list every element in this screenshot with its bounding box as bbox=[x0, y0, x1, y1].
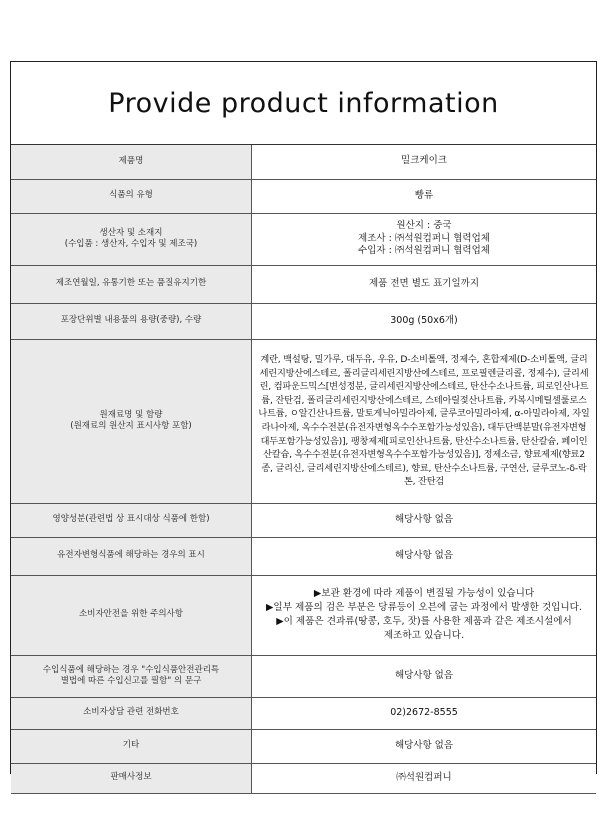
product-info-table bbox=[11, 145, 596, 794]
label-expiry: 제조연월일, 유통기한 또는 품질유지기한 bbox=[11, 265, 252, 303]
value-nutrition: 해당사항 없음 bbox=[252, 503, 597, 537]
row-expiry bbox=[11, 265, 596, 303]
value-caution: ▶보관 환경에 따라 제품이 변질될 가능성이 있습니다 ▶일부 제품의 검은 부분은 당류등이 오븐에 굽는 과정에서 발생한 것입니다. ▶이 제품은 견과류(땅콩, 호두, 잣)를 사용한 제품과 같은 제조시설에서 제조하고 있습니다. bbox=[252, 575, 597, 655]
label-producer: 생산자 및 소재지 (수입품 : 생산자, 수입자 및 제조국) bbox=[11, 213, 252, 265]
value-phone: 02)2672-8555 bbox=[252, 697, 597, 729]
value-gmo: 해당사항 없음 bbox=[252, 537, 597, 575]
label-phone: 소비자상담 관련 전화번호 bbox=[11, 697, 252, 729]
row-gmo bbox=[11, 537, 596, 575]
value-producer: 원산지 : 중국 제조사 : ㈜석원컴퍼니 협력업체 수입자 : ㈜석원컴퍼니 협력업체 bbox=[252, 213, 597, 265]
row-ingredients bbox=[11, 339, 596, 503]
row-producer bbox=[11, 213, 596, 265]
value-import-notice: 해당사항 없음 bbox=[252, 655, 597, 697]
value-expiry: 제품 전면 별도 표기일까지 bbox=[252, 265, 597, 303]
title-bar bbox=[11, 62, 596, 145]
row-capacity bbox=[11, 303, 596, 339]
label-seller: 판매사정보 bbox=[11, 763, 252, 793]
label-caution: 소비자안전을 위한 주의사항 bbox=[11, 575, 252, 655]
value-product-name: 밀크케이크 bbox=[252, 145, 597, 179]
value-food-type: 빵류 bbox=[252, 179, 597, 213]
value-ingredients: 계란, 백설탕, 밀가루, 대두유, 우유, D-소비톨액, 정제수, 혼합제제(D-소비톨액, 글리세린지방산에스테르, 폴리글리세린지방산에스테르, 프로필렌글리콜, 정제수), 글리세린, 컴파운드믹스[변성정분, 글리세린지방산에스테르, 탄산수소나트륨, 피로인산나트륨, 잔탄검, 폴리글리세린지방산에스테르, 스테아릴젖산나트륨, 카복시메틸셀룰로스나트륨, ㅇ알긴산나트륨, 말토게닉아밀라아제, 글루코아밀라아제, α-아밀라아제, 자일라나아제, 옥수수전분(유전자변형옥수수포함가능성있음), 대두단백분말(유전자변형대두포함가능성있음)], 팽창제제[피로인산나트륨, 탄산수소나트륨, 탄산칼슘, 페이인산칼슘, 옥수수전분(유전자변형옥수수포함가능성있음)], 정제소금, 향료제제(향료2종, 글리신, 글리세린지방산에스테르), 향료, 탄산수소나트륨, 구연산, 글루코노-δ-락톤, 잔탄검 bbox=[252, 339, 597, 503]
row-caution bbox=[11, 575, 596, 655]
value-seller: ㈜석원컴퍼니 bbox=[252, 763, 597, 793]
row-import-notice bbox=[11, 655, 596, 697]
page-title: Provide product information bbox=[108, 87, 499, 119]
label-nutrition: 영양성분(관련법 상 표시대상 식품에 한함) bbox=[11, 503, 252, 537]
label-product-name: 제품명 bbox=[11, 145, 252, 179]
row-etc bbox=[11, 729, 596, 763]
row-nutrition bbox=[11, 503, 596, 537]
label-ingredients: 원재료명 및 함량 (원재료의 원산지 표시사항 포함) bbox=[11, 339, 252, 503]
row-product-name bbox=[11, 145, 596, 179]
value-capacity: 300g (50x6개) bbox=[252, 303, 597, 339]
row-phone bbox=[11, 697, 596, 729]
value-etc: 해당사항 없음 bbox=[252, 729, 597, 763]
row-seller bbox=[11, 763, 596, 793]
label-food-type: 식품의 유형 bbox=[11, 179, 252, 213]
label-import-notice: 수입식품에 해당하는 경우 "수입식품안전관리특 별법에 따른 수입신고를 필함" 의 문구 bbox=[11, 655, 252, 697]
label-gmo: 유전자변형식품에 해당하는 경우의 표시 bbox=[11, 537, 252, 575]
row-food-type bbox=[11, 179, 596, 213]
label-capacity: 포장단위별 내용물의 용량(중량), 수량 bbox=[11, 303, 252, 339]
label-etc: 기타 bbox=[11, 729, 252, 763]
product-info-sheet bbox=[10, 61, 597, 783]
